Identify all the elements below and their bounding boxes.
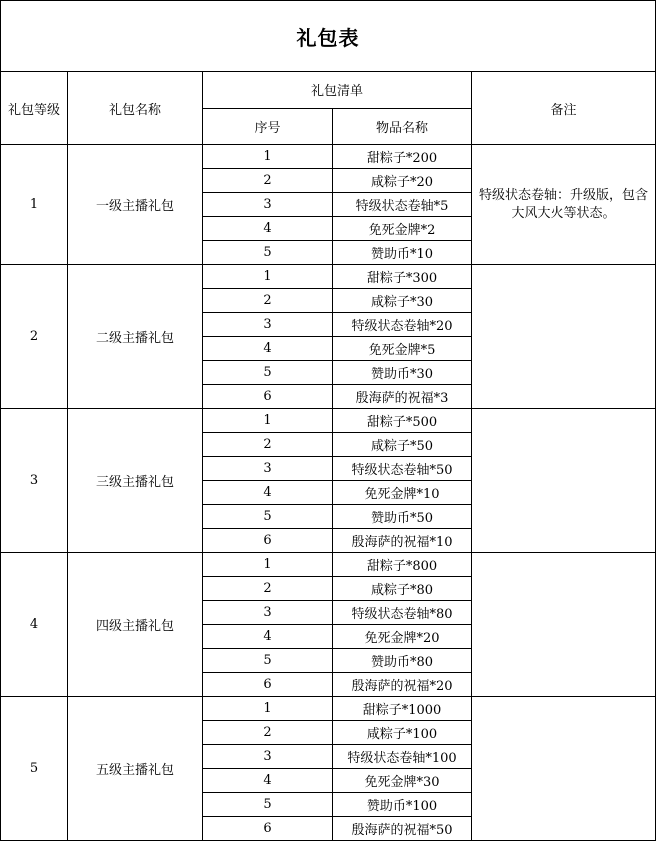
item-seq: 3 bbox=[203, 457, 333, 481]
item-name: 赞助币*10 bbox=[333, 241, 472, 265]
item-name: 免死金牌*5 bbox=[333, 337, 472, 361]
item-name: 咸粽子*80 bbox=[333, 577, 472, 601]
item-name: 咸粽子*20 bbox=[333, 169, 472, 193]
item-name: 甜粽子*500 bbox=[333, 409, 472, 433]
item-name: 殷海萨的祝福*20 bbox=[333, 673, 472, 697]
package-name: 四级主播礼包 bbox=[68, 553, 203, 697]
item-seq: 6 bbox=[203, 673, 333, 697]
package-remark bbox=[472, 697, 656, 841]
item-name: 免死金牌*2 bbox=[333, 217, 472, 241]
table-body bbox=[1, 145, 656, 841]
item-name: 甜粽子*200 bbox=[333, 145, 472, 169]
item-name: 甜粽子*800 bbox=[333, 553, 472, 577]
package-name: 五级主播礼包 bbox=[68, 697, 203, 841]
item-name: 甜粽子*1000 bbox=[333, 697, 472, 721]
item-seq: 1 bbox=[203, 553, 333, 577]
item-name: 殷海萨的祝福*50 bbox=[333, 817, 472, 841]
header-list: 礼包清单 bbox=[203, 72, 472, 109]
gift-table bbox=[0, 71, 656, 841]
package-remark bbox=[472, 265, 656, 409]
item-name: 特级状态卷轴*20 bbox=[333, 313, 472, 337]
item-seq: 1 bbox=[203, 697, 333, 721]
package-level: 2 bbox=[1, 265, 68, 409]
package-remark bbox=[472, 553, 656, 697]
item-name: 殷海萨的祝福*3 bbox=[333, 385, 472, 409]
item-name: 赞助币*80 bbox=[333, 649, 472, 673]
item-seq: 2 bbox=[203, 721, 333, 745]
item-seq: 6 bbox=[203, 529, 333, 553]
page-title: 礼包表 bbox=[0, 0, 656, 71]
item-name: 赞助币*50 bbox=[333, 505, 472, 529]
item-seq: 5 bbox=[203, 361, 333, 385]
item-seq: 4 bbox=[203, 481, 333, 505]
item-seq: 3 bbox=[203, 601, 333, 625]
item-seq: 3 bbox=[203, 745, 333, 769]
item-name: 赞助币*100 bbox=[333, 793, 472, 817]
table-row bbox=[1, 145, 656, 169]
item-name: 特级状态卷轴*80 bbox=[333, 601, 472, 625]
table-header bbox=[1, 72, 656, 145]
header-name: 礼包名称 bbox=[68, 72, 203, 145]
item-seq: 3 bbox=[203, 193, 333, 217]
item-seq: 6 bbox=[203, 817, 333, 841]
item-name: 免死金牌*10 bbox=[333, 481, 472, 505]
item-seq: 1 bbox=[203, 145, 333, 169]
item-name: 特级状态卷轴*50 bbox=[333, 457, 472, 481]
item-name: 甜粽子*300 bbox=[333, 265, 472, 289]
item-seq: 4 bbox=[203, 217, 333, 241]
package-name: 二级主播礼包 bbox=[68, 265, 203, 409]
package-name: 三级主播礼包 bbox=[68, 409, 203, 553]
package-name: 一级主播礼包 bbox=[68, 145, 203, 265]
package-remark: 特级状态卷轴：升级版，包含大风大火等状态。 bbox=[472, 145, 656, 265]
item-seq: 2 bbox=[203, 577, 333, 601]
item-seq: 2 bbox=[203, 433, 333, 457]
package-level: 3 bbox=[1, 409, 68, 553]
item-seq: 5 bbox=[203, 241, 333, 265]
item-seq: 2 bbox=[203, 169, 333, 193]
package-level: 5 bbox=[1, 697, 68, 841]
table-row bbox=[1, 697, 656, 721]
item-name: 咸粽子*50 bbox=[333, 433, 472, 457]
item-name: 殷海萨的祝福*10 bbox=[333, 529, 472, 553]
item-name: 特级状态卷轴*5 bbox=[333, 193, 472, 217]
item-seq: 4 bbox=[203, 769, 333, 793]
header-item: 物品名称 bbox=[333, 108, 472, 145]
item-name: 咸粽子*30 bbox=[333, 289, 472, 313]
package-level: 1 bbox=[1, 145, 68, 265]
item-seq: 4 bbox=[203, 337, 333, 361]
table-row bbox=[1, 265, 656, 289]
item-name: 特级状态卷轴*100 bbox=[333, 745, 472, 769]
item-seq: 3 bbox=[203, 313, 333, 337]
header-seq: 序号 bbox=[203, 108, 333, 145]
table-row bbox=[1, 409, 656, 433]
item-seq: 2 bbox=[203, 289, 333, 313]
table-row bbox=[1, 553, 656, 577]
item-seq: 1 bbox=[203, 265, 333, 289]
item-seq: 5 bbox=[203, 649, 333, 673]
item-seq: 5 bbox=[203, 793, 333, 817]
header-remark: 备注 bbox=[472, 72, 656, 145]
item-name: 免死金牌*20 bbox=[333, 625, 472, 649]
item-name: 赞助币*30 bbox=[333, 361, 472, 385]
package-remark bbox=[472, 409, 656, 553]
package-level: 4 bbox=[1, 553, 68, 697]
item-seq: 5 bbox=[203, 505, 333, 529]
header-level: 礼包等级 bbox=[1, 72, 68, 145]
item-name: 免死金牌*30 bbox=[333, 769, 472, 793]
item-seq: 4 bbox=[203, 625, 333, 649]
item-seq: 1 bbox=[203, 409, 333, 433]
item-name: 咸粽子*100 bbox=[333, 721, 472, 745]
item-seq: 6 bbox=[203, 385, 333, 409]
